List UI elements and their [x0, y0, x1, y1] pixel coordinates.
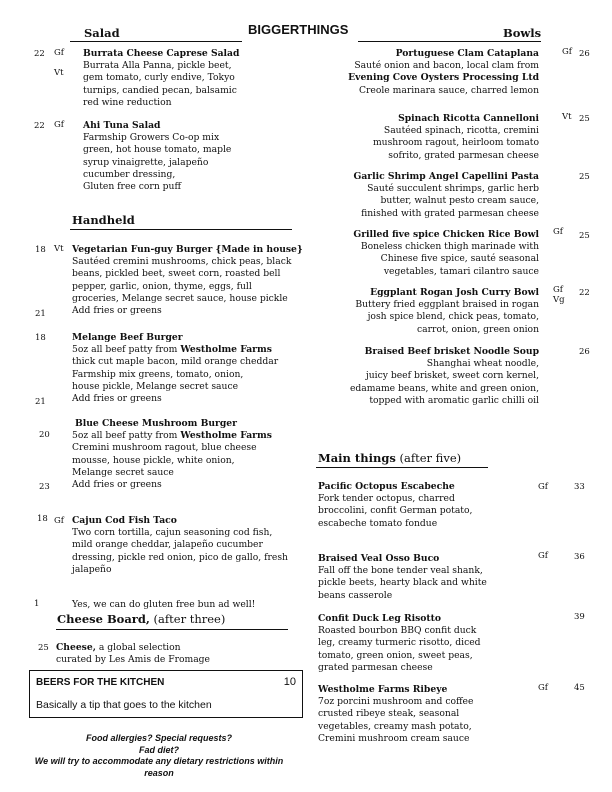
vegetarian-mark: Vt	[54, 244, 64, 254]
price: 36	[574, 552, 585, 562]
main-title: Main things	[318, 451, 396, 465]
item-desc: turnips, candied pecan, balsamic	[83, 84, 237, 96]
supplier-name: Evening Cove Oysters Processing Ltd	[348, 72, 539, 84]
menu-item-clam-cataplana	[348, 48, 539, 97]
price: 26	[579, 49, 590, 59]
item-desc: Cremini mushroom cream sauce	[318, 732, 470, 744]
addon-text: Add fries or greens	[72, 479, 162, 491]
item-name: Westholme Farms Ribeye	[318, 684, 448, 695]
item-desc: green, hot house tomato, maple	[83, 144, 232, 156]
item-desc: Gluten free corn puff	[83, 181, 181, 193]
item-desc: beans, pickled beet, sweet corn, roasted bell	[72, 268, 281, 280]
item-desc: vegetables, tamari cilantro sauce	[383, 265, 539, 277]
item-desc: Boneless chicken thigh marinade with	[360, 241, 539, 253]
gluten-free-mark: Gf	[538, 482, 548, 492]
farm-name: Westholme Farms	[180, 344, 272, 356]
menu-item-octopus	[318, 481, 472, 530]
item-desc: curated by Les Amis de Fromage	[56, 654, 210, 666]
price: 39	[574, 612, 585, 622]
cheese-board-note: (after three)	[149, 612, 226, 626]
cheese-board-title: Cheese Board,	[57, 612, 150, 626]
gluten-free-mark: Gf	[54, 48, 64, 58]
item-desc: escabeche tomato fondue	[318, 517, 438, 529]
bowls-rule	[358, 41, 541, 42]
price: 18	[35, 245, 46, 255]
cheese-board-heading	[57, 612, 225, 626]
menu-item-eggplant-curry	[355, 287, 539, 336]
item-desc: Roasted bourbon BBQ confit duck	[318, 625, 477, 637]
price: 26	[579, 347, 590, 357]
vegan-mark: Vg	[553, 295, 565, 305]
item-name: Melange Beef Burger	[72, 332, 183, 343]
item-desc: edamame beans, white and green onion,	[349, 382, 539, 394]
item-desc: crusted ribeye steak, seasonal	[318, 708, 460, 720]
price: 18	[35, 333, 46, 343]
main-heading	[318, 451, 461, 465]
menu-item-osso-buco	[318, 553, 487, 602]
item-desc: mousse, house pickle, white onion,	[72, 454, 235, 466]
item-name: Braised Veal Osso Buco	[318, 553, 440, 564]
addon-text: Add fries or greens	[72, 305, 162, 317]
price: 22	[34, 121, 45, 131]
dietary-line: Food allergies? Special requests?	[85, 733, 233, 743]
item-desc: Fall off the bone tender veal shank,	[318, 565, 483, 577]
menu-item-brisket-noodle-soup	[350, 346, 539, 407]
item-name: Portuguese Clam Cataplana	[395, 48, 539, 59]
menu-item-shrimp-capellini	[353, 171, 539, 220]
price: 25	[579, 231, 590, 241]
item-desc: Shanghai wheat noodle,	[426, 358, 539, 370]
item-desc: house pickle, Melange secret sauce	[72, 380, 239, 392]
beers-box	[29, 670, 303, 718]
item-desc: Sauté succulent shrimps, garlic herb	[367, 183, 539, 195]
menu-item-blue-cheese-burger	[72, 418, 272, 491]
item-desc: Creole marinara sauce, charred lemon	[358, 84, 539, 96]
item-desc: cucumber dressing,	[83, 168, 176, 180]
item-desc: tomato, green onion, sweet peas,	[318, 649, 473, 661]
item-name: Confit Duck Leg Risotto	[318, 613, 442, 624]
menu-item-duck-risotto	[318, 613, 481, 674]
item-desc: pickle beets, hearty black and white	[318, 577, 487, 589]
handheld-heading: Handheld	[72, 213, 135, 227]
menu-item-cheese	[56, 642, 210, 666]
beers-price: 10	[283, 676, 296, 688]
gluten-free-mark: Gf	[562, 47, 572, 57]
item-desc: Chinese five spice, sauté seasonal	[380, 253, 539, 265]
item-desc: a global selection	[95, 642, 181, 653]
menu-item-fun-guy-burger	[72, 244, 303, 317]
vegetarian-mark: Vt	[54, 68, 64, 78]
item-desc: mushroom ragout, heirloom tomato	[372, 137, 539, 149]
brand-title: BIGGERTHINGS	[248, 22, 349, 37]
price: 45	[574, 683, 585, 693]
cheese-board-rule	[56, 629, 288, 630]
price: 33	[574, 482, 585, 492]
item-desc: red wine reduction	[83, 96, 172, 108]
dietary-line: We will try to accommodate any dietary restrictions within	[34, 756, 284, 766]
gluten-free-mark: Gf	[538, 551, 548, 561]
addon-price: 21	[35, 309, 46, 319]
item-name: Burrata Cheese Caprese Salad	[83, 48, 240, 59]
price: 20	[39, 430, 50, 440]
addon-price: 23	[39, 482, 50, 492]
item-desc: Two corn tortilla, cajun seasoning cod fish,	[72, 527, 273, 539]
beers-title: BEERS FOR THE KITCHEN	[36, 677, 165, 688]
addon-text: Add fries or greens	[72, 393, 162, 405]
gf-bun-note	[72, 599, 255, 611]
item-name: Cheese,	[56, 642, 96, 653]
gluten-free-mark: Gf	[538, 683, 548, 693]
item-name: Blue Cheese Mushroom Burger	[75, 418, 237, 429]
item-desc: 5oz all beef patty from	[72, 344, 181, 356]
item-desc: mild orange cheddar, jalapeño cucumber	[72, 539, 263, 551]
item-desc: 7oz porcini mushroom and coffee	[318, 696, 474, 708]
item-desc: butter, walnut pesto cream sauce,	[380, 195, 539, 207]
item-desc: broccolini, confit German potato,	[318, 505, 473, 517]
addon-price: 21	[35, 397, 46, 407]
item-desc: leg, creamy turmeric risotto, diced	[318, 637, 481, 649]
item-name: Grilled five spice Chicken Rice Bowl	[353, 229, 539, 240]
price: 25	[579, 172, 590, 182]
item-desc: Melange secret sauce	[72, 466, 174, 478]
item-name: Cajun Cod Fish Taco	[72, 515, 177, 526]
item-name: Pacific Octopus Escabeche	[318, 481, 455, 492]
item-desc: juicy beef brisket, sweet corn kernel,	[365, 370, 539, 382]
gluten-free-mark: Gf	[553, 285, 563, 295]
menu-item-burrata	[83, 48, 239, 109]
item-desc: Farmship Growers Co-op mix	[83, 132, 220, 144]
salad-heading: Salad	[84, 26, 120, 40]
item-desc: finished with grated parmesan cheese	[361, 207, 539, 219]
item-desc: vegetables, creamy mash potato,	[318, 720, 472, 732]
bowls-heading: Bowls	[503, 26, 542, 40]
price: 25	[579, 114, 590, 124]
item-name: Ahi Tuna Salad	[83, 120, 161, 131]
price: 18	[37, 514, 48, 524]
item-name: Eggplant Rogan Josh Curry Bowl	[370, 287, 539, 298]
gluten-free-mark: Gf	[54, 516, 64, 526]
item-desc: syrup vinaigrette, jalapeño	[83, 156, 209, 168]
item-desc: Farmship mix greens, tomato, onion,	[72, 368, 244, 380]
menu-item-chicken-rice-bowl	[353, 229, 539, 278]
beers-desc: Basically a tip that goes to the kitchen	[36, 699, 212, 711]
item-desc: gem tomato, curly endive, Tokyo	[83, 72, 235, 84]
item-desc: pepper, garlic, onion, thyme, eggs, full	[72, 280, 252, 292]
item-desc: Fork tender octopus, charred	[318, 493, 455, 505]
item-desc: sofrito, grated parmesan cheese	[388, 149, 539, 161]
item-name: Garlic Shrimp Angel Capellini Pasta	[353, 171, 539, 182]
gluten-free-mark: Gf	[553, 227, 563, 237]
item-desc: beans casserole	[318, 589, 393, 601]
gluten-free-mark: Gf	[54, 120, 64, 130]
price: 22	[579, 288, 590, 298]
gf-bun-text: Yes, we can do gluten free bun ad well!	[72, 599, 256, 610]
price: 22	[34, 49, 45, 59]
salad-rule	[70, 41, 242, 42]
item-desc: topped with aromatic garlic chilli oil	[369, 394, 539, 406]
item-desc: jalapeño	[72, 563, 112, 575]
dietary-line: Fad diet?	[139, 744, 179, 755]
menu-item-melange-beef-burger	[72, 332, 278, 405]
item-desc: Sautéed cremini mushrooms, chick peas, black	[72, 256, 292, 268]
item-desc: josh spice blend, chick peas, tomato,	[367, 311, 539, 323]
item-desc: Burrata Alla Panna, pickle beet,	[83, 60, 232, 72]
item-desc: thick cut maple bacon, mild orange cheddar	[72, 356, 279, 368]
menu-item-ribeye	[318, 684, 473, 745]
dietary-note	[14, 733, 304, 779]
item-desc: groceries, Melange secret sauce, house pickle	[72, 292, 288, 304]
item-desc: grated parmesan cheese	[318, 661, 433, 673]
dietary-line: reason	[144, 767, 174, 778]
item-desc: Sauté onion and bacon, local clam from	[354, 60, 539, 72]
item-name: Vegetarian Fun-guy Burger {Made in house}	[72, 244, 303, 255]
farm-name: Westholme Farms	[180, 430, 272, 442]
item-desc: 5oz all beef patty from	[72, 430, 181, 442]
menu-item-cannelloni	[373, 113, 539, 162]
item-desc: Buttery fried eggplant braised in rogan	[355, 299, 539, 311]
vegetarian-mark: Vt	[562, 112, 572, 122]
item-name: Braised Beef brisket Noodle Soup	[364, 346, 539, 357]
price: 25	[38, 643, 49, 653]
main-note: (after five)	[395, 451, 462, 465]
menu-item-ahi-tuna	[83, 120, 231, 193]
item-desc: carrot, onion, green onion	[417, 323, 539, 335]
handheld-rule	[70, 229, 292, 230]
menu-item-cajun-cod-taco	[72, 515, 288, 576]
main-rule	[316, 467, 488, 468]
item-desc: dressing, pickle red onion, pico de gallo, fresh	[72, 551, 288, 563]
item-name: Spinach Ricotta Cannelloni	[398, 113, 539, 124]
price: 1	[34, 599, 40, 609]
item-desc: Sautéed spinach, ricotta, cremini	[383, 125, 539, 137]
item-desc: Cremini mushroom ragout, blue cheese	[72, 442, 257, 454]
